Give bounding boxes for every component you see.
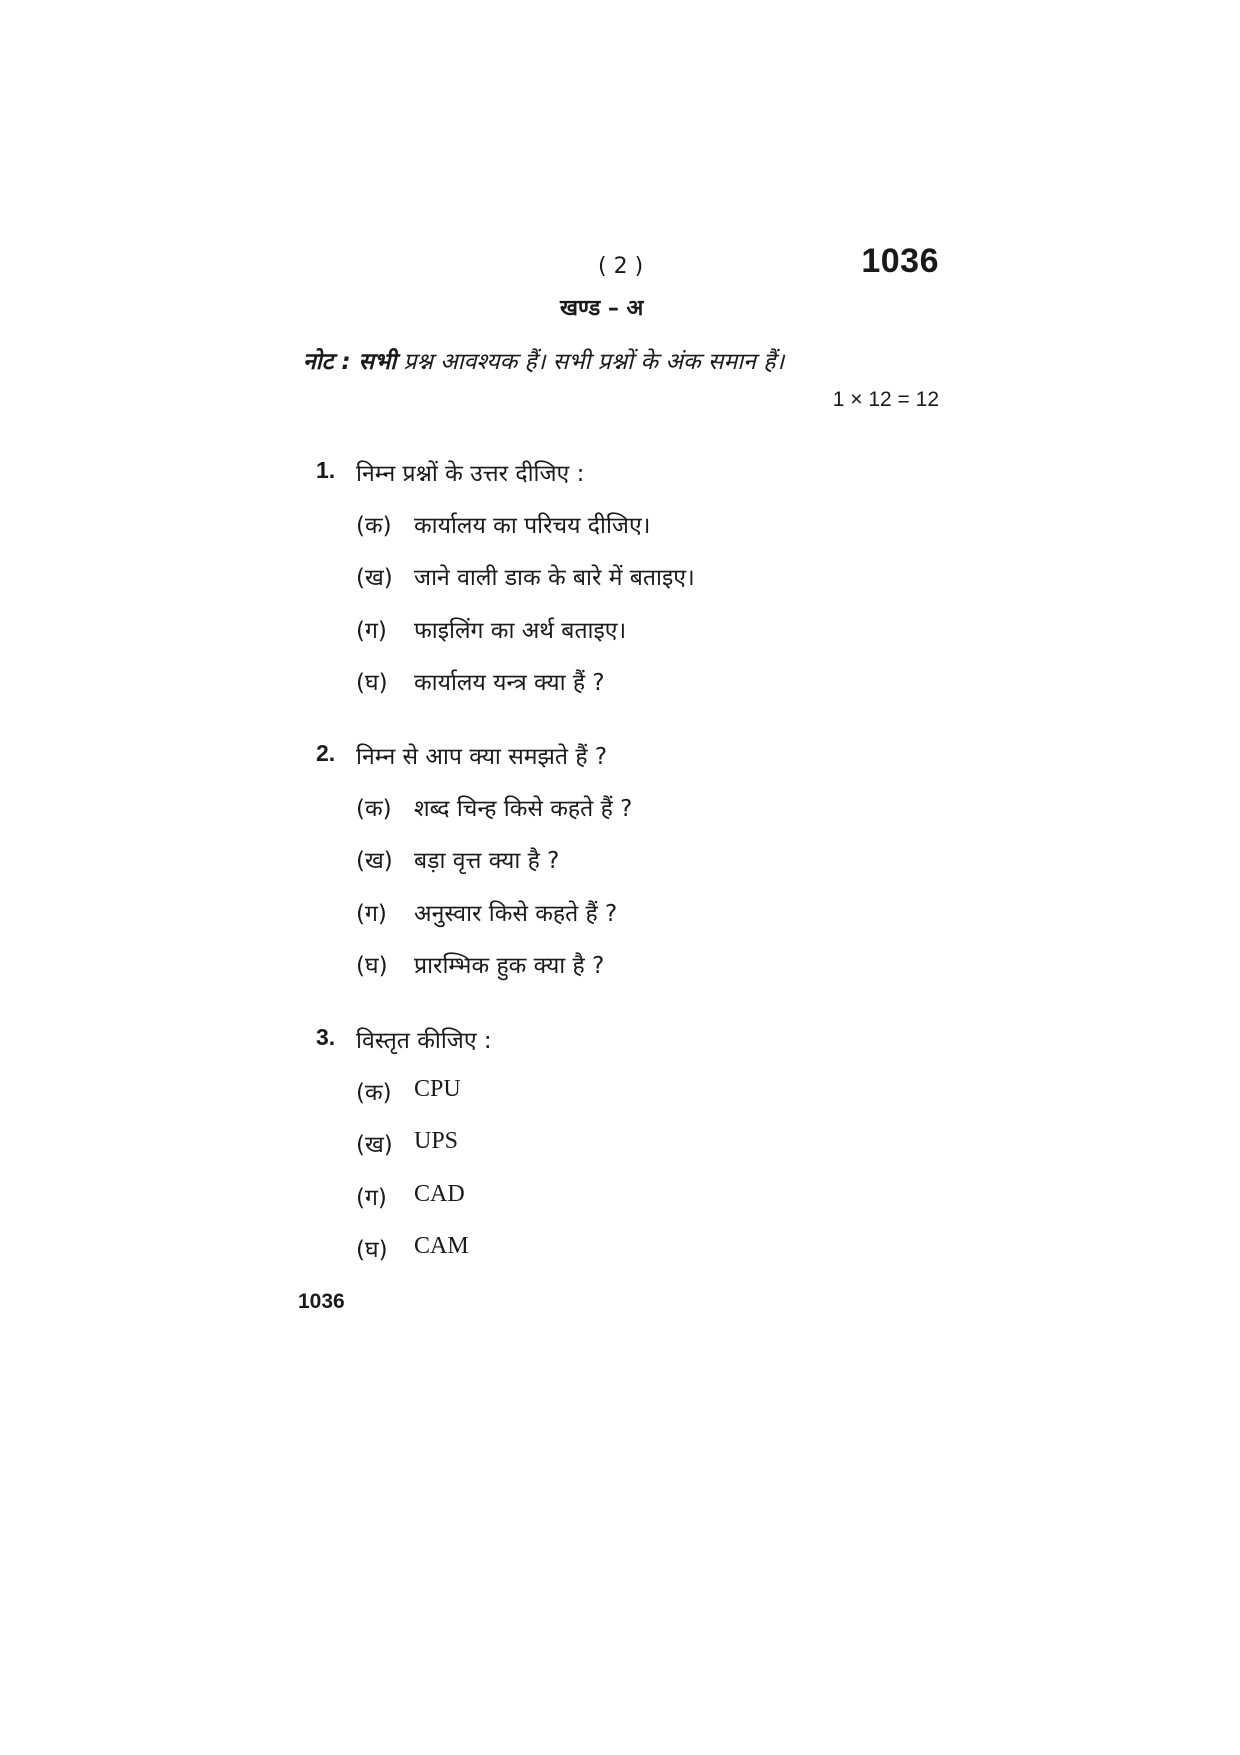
paper-code-header: 1036: [861, 242, 939, 280]
section-title: खण्ड – अ: [560, 296, 644, 321]
question-text: निम्न से आप क्या समझते हैं ?: [356, 744, 608, 770]
sub-question-text: UPS: [414, 1128, 459, 1154]
sub-question-text: फाइलिंग का अर्थ बताइए।: [414, 618, 627, 644]
instructions-note: [303, 344, 784, 376]
sub-question-text: CPU: [414, 1076, 461, 1102]
sub-question-text: अनुस्वार किसे कहते हैं ?: [414, 901, 618, 927]
page-number: ( 2 ): [598, 254, 644, 279]
question-number: 1.: [316, 457, 336, 483]
sub-question-label: (क): [356, 1080, 392, 1106]
sub-question-label: (ग): [356, 901, 387, 927]
sub-question-label: (क): [356, 796, 392, 822]
question-number: 3.: [316, 1024, 336, 1050]
sub-question-label: (घ): [356, 953, 388, 979]
sub-question-text: शब्द चिन्ह किसे कहते हैं ?: [414, 796, 633, 822]
question-text: विस्तृत कीजिए :: [356, 1028, 492, 1054]
note-text: प्रश्न आवश्यक हैं। सभी प्रश्नों के अंक समान हैं।: [396, 349, 785, 375]
sub-question-label: (ख): [356, 848, 393, 874]
sub-question-text: बड़ा वृत्त क्या है ?: [414, 848, 560, 874]
sub-question-label: (ख): [356, 565, 393, 591]
sub-question-label: (ग): [356, 1185, 387, 1211]
sub-question-text: कार्यालय का परिचय दीजिए।: [414, 513, 651, 539]
note-label: नोट : सभी: [303, 349, 397, 375]
sub-question-label: (क): [356, 513, 392, 539]
sub-question-text: जाने वाली डाक के बारे में बताइए।: [414, 565, 695, 591]
question-number: 2.: [316, 740, 336, 766]
marks-scheme: 1 × 12 = 12: [832, 388, 939, 411]
question-text: निम्न प्रश्नों के उत्तर दीजिए :: [356, 461, 585, 487]
sub-question-text: CAM: [414, 1233, 469, 1259]
sub-question-label: (घ): [356, 1237, 388, 1263]
sub-question-text: CAD: [414, 1181, 465, 1207]
sub-question-label: (ख): [356, 1132, 393, 1158]
sub-question-label: (ग): [356, 618, 387, 644]
sub-question-text: कार्यालय यन्त्र क्या हैं ?: [414, 670, 605, 696]
sub-question-label: (घ): [356, 670, 388, 696]
paper-code-footer: 1036: [298, 1290, 345, 1313]
sub-question-text: प्रारम्भिक हुक क्या है ?: [414, 953, 605, 979]
